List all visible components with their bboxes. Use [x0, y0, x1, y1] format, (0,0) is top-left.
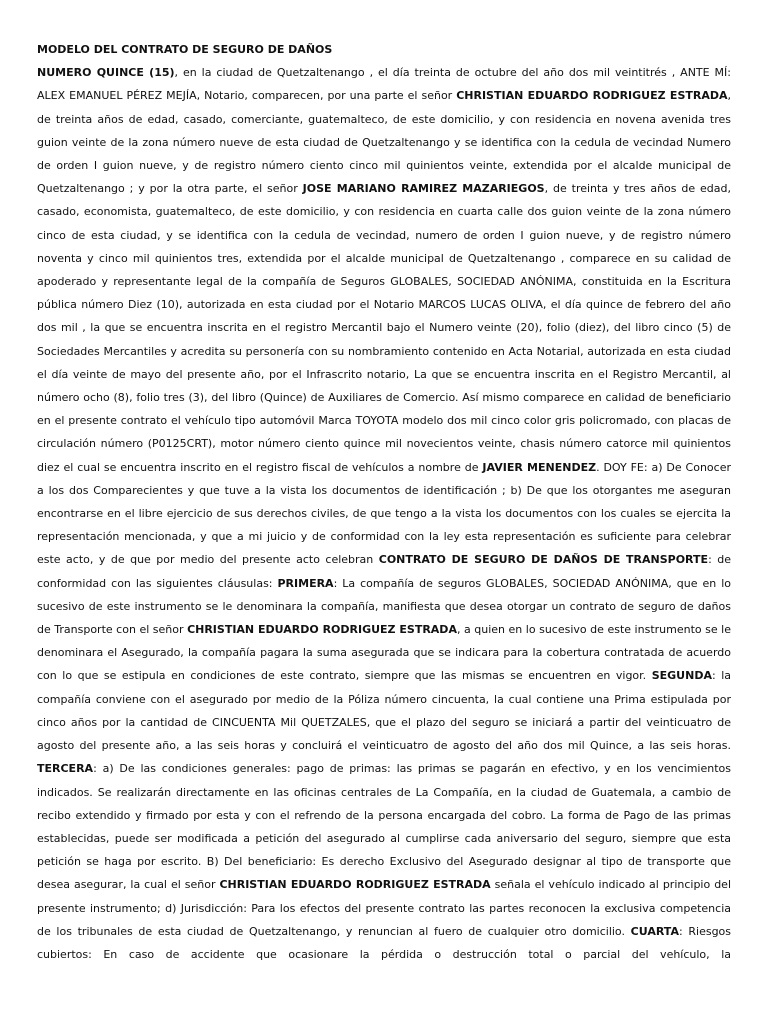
- bold-text-segment: CONTRATO DE SEGURO DE DAÑOS DE TRANSPORTE: [378, 553, 709, 567]
- bold-text-segment: CHRISTIAN EDUARDO RODRIGUEZ ESTRADA: [456, 89, 728, 103]
- bold-text-segment: CUARTA: [630, 924, 679, 938]
- bold-text-segment: CHRISTIAN EDUARDO RODRIGUEZ ESTRADA: [219, 878, 491, 892]
- bold-text-segment: JOSE MARIANO RAMIREZ MAZARIEGOS: [302, 182, 545, 196]
- text-segment: : La compañía de seguros GLOBALES, SOCIEDAD ANÓNIMA, que en lo sucesivo de este instrumento se le denominara la compañía, manifiesta que desea otorgar un contrato de seguro de daños de Transporte con el señor: [37, 576, 731, 637]
- text-segment: : de conformidad con las siguientes cláusulas:: [37, 553, 731, 590]
- bold-text-segment: CHRISTIAN EDUARDO RODRIGUEZ ESTRADA: [187, 623, 457, 637]
- text-segment: , de treinta y tres años de edad, casado, economista, guatemalteco, de este domicilio, y con residencia en cuarta calle dos guion veinte de la zona número cinco de esta ciudad, y se identifica con la cedula de vecindad, numero de orden I guion nueve, y de registro número noventa y cinco mil quinientos tres, extendida por el alcalde municipal de Quetzaltenango , comparece en su calidad de apoderado y representante legal de la compañía de Seguros GLOBALES, SOCIEDAD ANÓNIMA, constituida en la Escritura pública número Diez (10), autorizada en esta ciudad por el Notario MARCOS LUCAS OLIVA, el día quince de febrero del año dos mil , la que se encuentra inscrita en el registro Mercantil bajo el Numero veinte (20), folio (diez), del libro cinco (5) de Sociedades Mercantiles y acredita su personería con su nombramiento contenido en Acta Notarial, autorizada en esta ciudad el día veinte de mayo del presente año, por el Infrascrito notario, La que se encuentra inscrita en el Registro Mercantil, al número ocho (8), folio tres (3), del libro (Quince) de Auxiliares de Comercio. Así mismo comparece en calidad de beneficiario en el presente contrato el vehículo tipo automóvil Marca TOYOTA modelo dos mil cinco color gris policromado, con placas de circulación número (P0125CRT), motor número ciento quince mil novecientos veinte, chasis número catorce mil quinientos diez el cual se encuentra inscrito en el registro fiscal de vehículos a nombre de: [37, 182, 731, 474]
- bold-text-segment: JAVIER MENENDEZ: [482, 460, 597, 474]
- text-segment: , a quien en lo sucesivo de este instrumento se le denominara el Asegurado, la compañía pagara la suma asegurada que se indicara para la cobertura contratada de acuerdo con lo que se estipula en condiciones de este contrato, siempre que las mismas se encuentren en vigor.: [37, 623, 731, 683]
- text-segment: . DOY FE: a) De Conocer a los dos Comparecientes y que tuve a la vista los documentos de identificación ; b) De que los otorgantes me aseguran encontrarse en el libre ejercicio de sus derechos civiles, de que tengo a la vista los documentos con los cuales se ejercita la representación mencionada, y que a mi juicio y de conformidad con la ley esta representación es suficiente para celebrar este acto, y de que por medio del presente acto celebran: [37, 460, 731, 567]
- bold-text-segment: SEGUNDA: [651, 669, 712, 683]
- bold-text-segment: NUMERO QUINCE (15): [37, 66, 175, 80]
- text-segment: : a) De las condiciones generales: pago de primas: las primas se pagarán en efectivo, y en los vencimientos indicados. Se realizarán directamente en las oficinas centrales de La Compañía, en la ciudad de Guatemala, a cambio de recibo extendido y firmado por esta y con el refrendo de la persona encargada del cobro. La forma de Pago de las primas establecidas, puede ser modificada a petición del asegurado al cumplirse cada aniversario del seguro, siempre que esta petición se haga por escrito. B) Del beneficiario: Es derecho Exclusivo del Asegurado designar al tipo de transporte que desea asegurar, la cual el señor: [37, 762, 731, 892]
- bold-text-segment: PRIMERA: [277, 576, 334, 590]
- text-segment: señala el vehículo indicado al principio del presente instrumento; d) Jurisdicción: Para los efectos del presente contrato las partes reconocen la exclusiva competencia de los tribunales de esta ciudad de Quetzaltenango, y renuncian al fuero de cualquier otro domicilio.: [37, 878, 731, 938]
- text-segment: : la compañía conviene con el asegurado por medio de la Póliza número cincuenta, la cual contiene una Prima estipulada por cinco años por la cantidad de CINCUENTA Mil QUETZALES, que el plazo del seguro se iniciará a partir del veinticuatro de agosto del presente año, a las seis horas y concluirá el veinticuatro de agosto del año dos mil Quince, a las seis horas.: [37, 669, 732, 753]
- bold-text-segment: TERCERA: [37, 762, 94, 776]
- text-segment: , en la ciudad de Quetzaltenango , el día treinta de octubre del año dos mil veintitrés , ANTE MÍ: ALEX EMANUEL PÉREZ MEJÍA, Notario, comparecen, por una parte el señor: [37, 66, 731, 103]
- contract-body: [37, 61, 731, 966]
- document-title: MODELO DEL CONTRATO DE SEGURO DE DAÑOS: [37, 43, 333, 56]
- document-page: [37, 38, 731, 966]
- text-segment: : Riesgos cubiertos: En caso de accidente que ocasionare la pérdida o destrucción total o parcial del vehículo, la: [37, 924, 732, 961]
- text-segment: , de treinta años de edad, casado, comerciante, guatemalteco, de este domicilio, y con residencia en novena avenida tres guion veinte de la zona número nueve de esta ciudad de Quetzaltenango y se identifica con la cedula de vecindad Numero de orden I guion nueve, y de registro número ciento cinco mil quinientos veinte, extendida por el alcalde municipal de Quetzaltenango ; y por la otra parte, el señor: [37, 89, 731, 196]
